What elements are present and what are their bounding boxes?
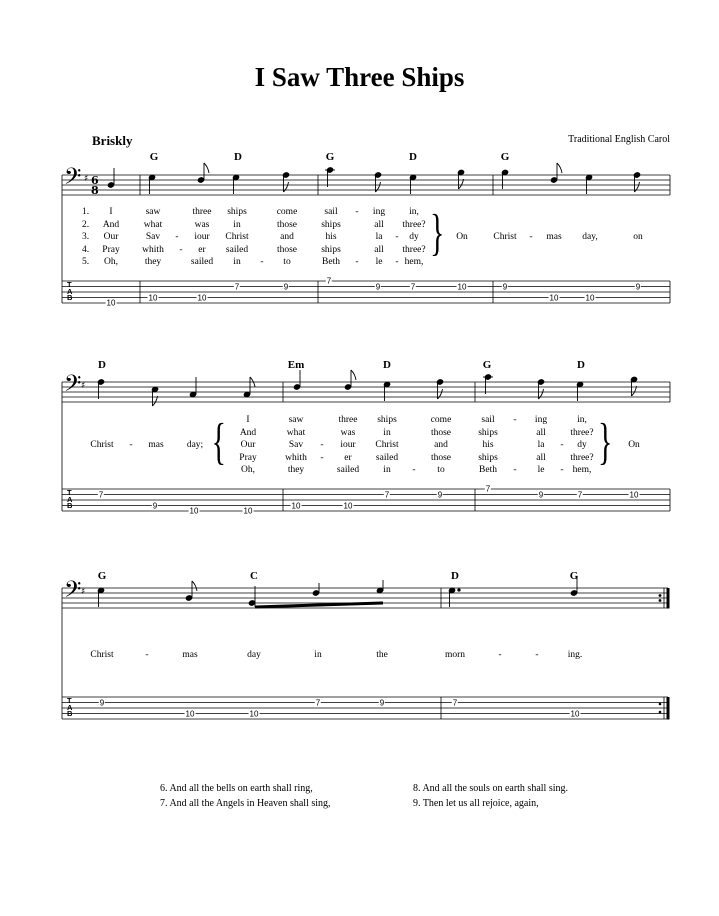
tab-fret: 7 xyxy=(452,698,458,707)
lyric-hyphen: - xyxy=(260,257,264,267)
lyric-syllable: iour xyxy=(340,440,356,450)
bass-clef-icon: 𝄢 xyxy=(64,371,82,402)
tempo-marking: Briskly xyxy=(92,133,133,148)
lyric-syllable: day xyxy=(247,650,261,660)
lyric-syllable: and xyxy=(280,232,294,242)
lyric-syllable: la xyxy=(375,232,383,242)
lyric-syllable: ing xyxy=(372,207,386,217)
verse-number: 4. xyxy=(82,244,90,255)
chord-symbol: D xyxy=(577,359,585,371)
svg-text:8: 8 xyxy=(91,184,99,197)
lyric-syllable: ships xyxy=(478,452,498,463)
lyric-syllable: sailed xyxy=(190,257,214,267)
lyric-syllable: iour xyxy=(194,232,210,242)
lyric-syllable: sail xyxy=(481,415,495,425)
tab-fret: 7 xyxy=(98,490,104,499)
lyric-syllable: in xyxy=(233,219,241,230)
lyric-hyphen: - xyxy=(355,207,359,217)
svg-text:6: 6 xyxy=(91,174,99,187)
lyric-syllable: his xyxy=(482,440,494,450)
lyric-syllable: mas xyxy=(546,232,562,242)
extra-verse: 8. And all the souls on earth shall sing. xyxy=(413,783,568,794)
lyric-syllable: to xyxy=(283,257,291,267)
extra-verse: 9. Then let us all rejoice, again, xyxy=(413,798,539,809)
lyric-hyphen: - xyxy=(412,465,416,475)
lyric-hyphen: - xyxy=(355,257,359,267)
lyric-syllable: mas xyxy=(182,650,198,660)
lyric-syllable: in xyxy=(383,427,391,438)
lyric-syllable: Christ xyxy=(90,650,114,660)
lyric-syllable: dy xyxy=(409,232,419,242)
lyric-syllable: those xyxy=(430,452,452,463)
lyric-hyphen: - xyxy=(320,452,324,463)
svg-text:♯: ♯ xyxy=(81,381,86,391)
lyric-syllable: the xyxy=(376,650,388,660)
lyric-syllable: whith xyxy=(285,452,307,463)
lyric-syllable: three? xyxy=(570,452,594,463)
tab-fret: 10 xyxy=(106,298,116,308)
lyric-syllable: le xyxy=(375,257,383,267)
tab-fret: 10 xyxy=(243,506,253,516)
lyric-hyphen: - xyxy=(560,440,564,450)
extra-verse: 7. And all the Angels in Heaven shall sing, xyxy=(160,798,331,809)
lyric-syllable: ships xyxy=(227,207,247,217)
tab-fret: 7 xyxy=(234,282,240,291)
tab-fret: 7 xyxy=(326,276,332,286)
verse-number: 5. xyxy=(82,257,90,267)
lyric-hyphen: - xyxy=(513,465,517,475)
lyric-syllable: ing. xyxy=(567,650,583,660)
lyric-hyphen: - xyxy=(129,440,133,450)
tab-fret: 10 xyxy=(629,490,639,499)
lyric-syllable: what xyxy=(286,427,306,438)
bass-clef-icon: 𝄢 xyxy=(64,164,82,195)
tab-fret: 10 xyxy=(457,282,467,291)
lyric-syllable: was xyxy=(340,427,356,438)
tab-fret: 9 xyxy=(538,490,544,499)
chord-symbol: Em xyxy=(287,359,305,371)
tab-fret: 9 xyxy=(502,282,508,291)
lyric-syllable: mas xyxy=(148,440,164,450)
lyric-syllable: Pray xyxy=(239,452,257,463)
lyric-syllable: ships xyxy=(321,219,341,230)
lyric-hyphen: - xyxy=(395,257,399,267)
lyric-syllable: ships xyxy=(377,415,397,425)
lyric-syllable: all xyxy=(536,427,546,438)
lyric-syllable: Pray xyxy=(102,244,120,255)
tab-fret: 9 xyxy=(437,490,443,499)
lyric-syllable: whith xyxy=(142,244,164,255)
lyric-syllable: sailed xyxy=(225,244,249,255)
lyric-syllable: three? xyxy=(570,427,594,438)
lyric-syllable: all xyxy=(374,219,384,230)
lyric-syllable: to xyxy=(437,465,445,475)
lyric-syllable: his xyxy=(325,232,337,242)
tab-fret: 10 xyxy=(249,709,259,718)
tab-fret: 10 xyxy=(291,501,301,510)
lyric-syllable: ing xyxy=(534,415,548,425)
lyric-syllable: on xyxy=(633,232,643,242)
lyric-syllable: three xyxy=(192,207,212,217)
chord-symbol: D xyxy=(98,359,106,371)
chord-symbol: G xyxy=(500,151,510,163)
lyric-hyphen: - xyxy=(513,415,517,425)
chord-symbol: G xyxy=(482,359,492,371)
tab-fret: 9 xyxy=(99,698,105,707)
lyric-syllable: er xyxy=(198,244,206,255)
lyric-syllable: day; xyxy=(186,440,204,450)
tab-fret: 10 xyxy=(189,506,199,516)
lyric-syllable: those xyxy=(276,244,298,255)
lyric-syllable: sailed xyxy=(336,465,360,475)
lyric-syllable: those xyxy=(430,427,452,438)
lyric-syllable: ships xyxy=(478,427,498,438)
lyric-syllable: three? xyxy=(402,219,426,230)
lyric-syllable: day, xyxy=(582,232,598,242)
lyric-syllable: morn xyxy=(444,650,466,660)
lyric-syllable: in, xyxy=(409,207,419,217)
lyric-syllable: in xyxy=(383,465,391,475)
lyric-syllable: three xyxy=(338,415,358,425)
lyric-syllable: in xyxy=(233,257,241,267)
lyric-hyphen: - xyxy=(535,650,539,660)
lyric-syllable: hem, xyxy=(572,465,592,475)
chord-symbol: G xyxy=(325,151,335,163)
lyric-syllable: saw xyxy=(145,207,161,217)
chord-symbol: D xyxy=(383,359,391,371)
tab-fret: 7 xyxy=(315,698,321,707)
lyric-syllable: I xyxy=(246,415,250,425)
lyric-syllable: Christ xyxy=(375,440,399,450)
lyric-syllable: And xyxy=(239,427,257,438)
verse-brace: } xyxy=(211,414,226,471)
bass-clef-icon: 𝄢 xyxy=(64,577,82,608)
lyric-syllable: Oh, xyxy=(104,257,118,267)
lyric-hyphen: - xyxy=(179,244,183,255)
verse-brace: } xyxy=(430,205,445,262)
lyric-syllable: three? xyxy=(402,244,426,255)
tab-fret: 9 xyxy=(379,698,385,707)
lyric-syllable: hem, xyxy=(404,257,424,267)
lyric-syllable: Beth xyxy=(479,465,497,475)
lyric-syllable: dy xyxy=(577,440,587,450)
lyric-syllable: Christ xyxy=(493,232,517,242)
lyric-hyphen: - xyxy=(529,232,533,242)
lyric-syllable: On xyxy=(456,232,468,242)
lyric-syllable: they xyxy=(144,257,162,267)
lyric-syllable: I xyxy=(109,207,113,217)
chord-symbol: G xyxy=(569,570,579,582)
lyric-syllable: Our xyxy=(103,232,119,242)
lyric-syllable: Sav xyxy=(288,440,304,450)
svg-text:♯: ♯ xyxy=(84,174,89,184)
chord-symbol: D xyxy=(451,570,459,582)
verse-brace: } xyxy=(598,414,613,471)
lyric-hyphen: - xyxy=(395,232,399,242)
chord-symbol: C xyxy=(250,570,258,582)
tab-fret: 10 xyxy=(148,293,158,302)
tab-fret: 10 xyxy=(185,709,195,718)
lyric-syllable: er xyxy=(344,452,352,463)
lyric-syllable: those xyxy=(276,219,298,230)
chord-symbol: D xyxy=(409,151,417,163)
lyric-hyphen: - xyxy=(320,440,324,450)
lyric-syllable: saw xyxy=(288,415,304,425)
lyric-syllable: all xyxy=(536,452,546,463)
lyric-syllable: all xyxy=(374,244,384,255)
lyric-syllable: and xyxy=(434,440,448,450)
lyric-syllable: they xyxy=(287,465,305,475)
lyric-hyphen: - xyxy=(145,650,149,660)
tab-fret: 10 xyxy=(343,501,353,510)
composer-credit: Traditional English Carol xyxy=(568,134,670,145)
lyric-syllable: what xyxy=(143,219,163,230)
lyric-syllable: was xyxy=(194,219,210,230)
tab-fret: 10 xyxy=(585,293,595,302)
tab-fret: 7 xyxy=(577,490,583,499)
verse-number: 2. xyxy=(82,219,90,230)
lyric-syllable: come xyxy=(430,415,452,425)
lyric-syllable: Sav xyxy=(145,232,161,242)
lyric-syllable: On xyxy=(628,440,640,450)
tab-fret: 7 xyxy=(410,282,416,291)
lyric-hyphen: - xyxy=(560,465,564,475)
lyric-syllable: Beth xyxy=(322,257,340,267)
tab-fret: 9 xyxy=(283,282,289,291)
svg-text:♯: ♯ xyxy=(81,587,86,597)
lyric-syllable: Our xyxy=(240,440,256,450)
lyric-syllable: come xyxy=(276,207,298,217)
lyric-syllable: sail xyxy=(324,207,338,217)
lyric-syllable: ships xyxy=(321,244,341,255)
tab-fret: 9 xyxy=(375,282,381,291)
lyric-syllable: la xyxy=(537,440,545,450)
verse-number: 3. xyxy=(82,232,90,242)
tab-label: T A B xyxy=(67,696,73,718)
tab-fret: 9 xyxy=(635,282,641,291)
song-title: I Saw Three Ships xyxy=(254,62,465,92)
chord-symbol: G xyxy=(149,151,159,163)
lyric-hyphen: - xyxy=(498,650,502,660)
lyric-syllable: Christ xyxy=(225,232,249,242)
verse-number: 1. xyxy=(82,207,90,217)
lyric-syllable: Oh, xyxy=(241,465,255,475)
lyric-hyphen: - xyxy=(175,232,179,242)
lyric-syllable: in, xyxy=(577,415,587,425)
lyric-syllable: le xyxy=(537,465,545,475)
tab-fret: 10 xyxy=(549,293,559,302)
lyric-syllable: Christ xyxy=(90,440,114,450)
tab-fret: 10 xyxy=(197,293,207,302)
lyric-syllable: sailed xyxy=(375,452,399,463)
tab-fret: 7 xyxy=(384,490,390,499)
tab-fret: 9 xyxy=(152,501,158,510)
lyric-syllable: in xyxy=(314,650,322,660)
lyric-syllable: And xyxy=(102,219,120,230)
tab-fret: 10 xyxy=(570,709,580,718)
tab-label: T A B xyxy=(67,488,73,510)
chord-symbol: D xyxy=(234,151,242,163)
chord-symbol: G xyxy=(97,570,107,582)
extra-verse: 6. And all the bells on earth shall ring, xyxy=(160,783,313,794)
tab-label: T A B xyxy=(67,280,73,302)
tab-fret: 7 xyxy=(485,484,491,494)
